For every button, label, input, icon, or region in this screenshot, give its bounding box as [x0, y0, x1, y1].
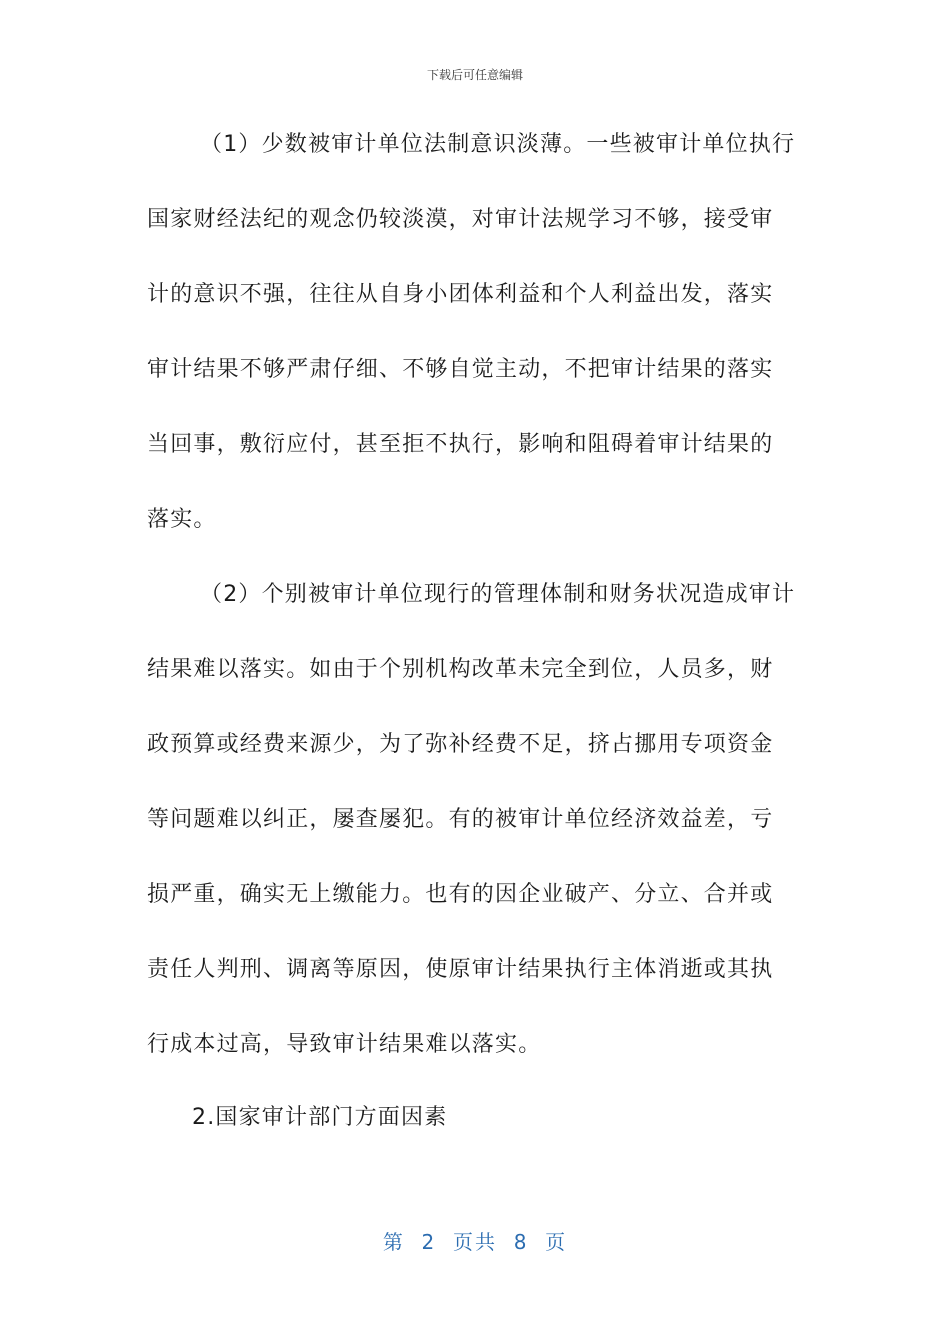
- header-note: 下载后可任意编辑: [426, 68, 523, 82]
- paragraph-2-line-6: 责任人判刑、调离等原因，使原审计结果执行主体消逝或其执: [147, 957, 774, 982]
- paragraph-1-line-5: 当回事，敷衍应付，甚至拒不执行，影响和阻碍着审计结果的: [147, 432, 774, 457]
- paragraph-1-line-1: （1）少数被审计单位法制意识淡薄。一些被审计单位执行: [200, 132, 796, 157]
- paragraph-2-line-5: 损严重，确实无上缴能力。也有的因企业破产、分立、合并或: [147, 882, 774, 907]
- paragraph-2-line-3: 政预算或经费来源少，为了弥补经费不足，挤占挪用专项资金: [147, 732, 774, 757]
- paragraph-2-line-7: 行成本过高，导致审计结果难以落实。: [147, 1032, 542, 1057]
- section-heading: 2.国家审计部门方面因素: [192, 1105, 448, 1130]
- paragraph-1-line-6: 落实。: [147, 507, 217, 532]
- paragraph-1-line-2: 国家财经法纪的观念仍较淡漠，对审计法规学习不够，接受审: [147, 207, 774, 232]
- page-number-footer: [0, 1226, 950, 1255]
- paragraph-2-line-1: （2）个别被审计单位现行的管理体制和财务状况造成审计: [200, 582, 796, 607]
- paragraph-2-line-4: 等问题难以纠正，屡查屡犯。有的被审计单位经济效益差，亏: [147, 807, 774, 832]
- paragraph-1-line-3: 计的意识不强，往往从自身小团体利益和个人利益出发，落实: [147, 282, 774, 307]
- paragraph-2-line-2: 结果难以落实。如由于个别机构改革未完全到位，人员多，财: [147, 657, 774, 682]
- paragraph-1-line-4: 审计结果不够严肃仔细、不够自觉主动，不把审计结果的落实: [147, 357, 774, 382]
- page-number-label: 第 2 页共 8 页: [382, 1230, 568, 1254]
